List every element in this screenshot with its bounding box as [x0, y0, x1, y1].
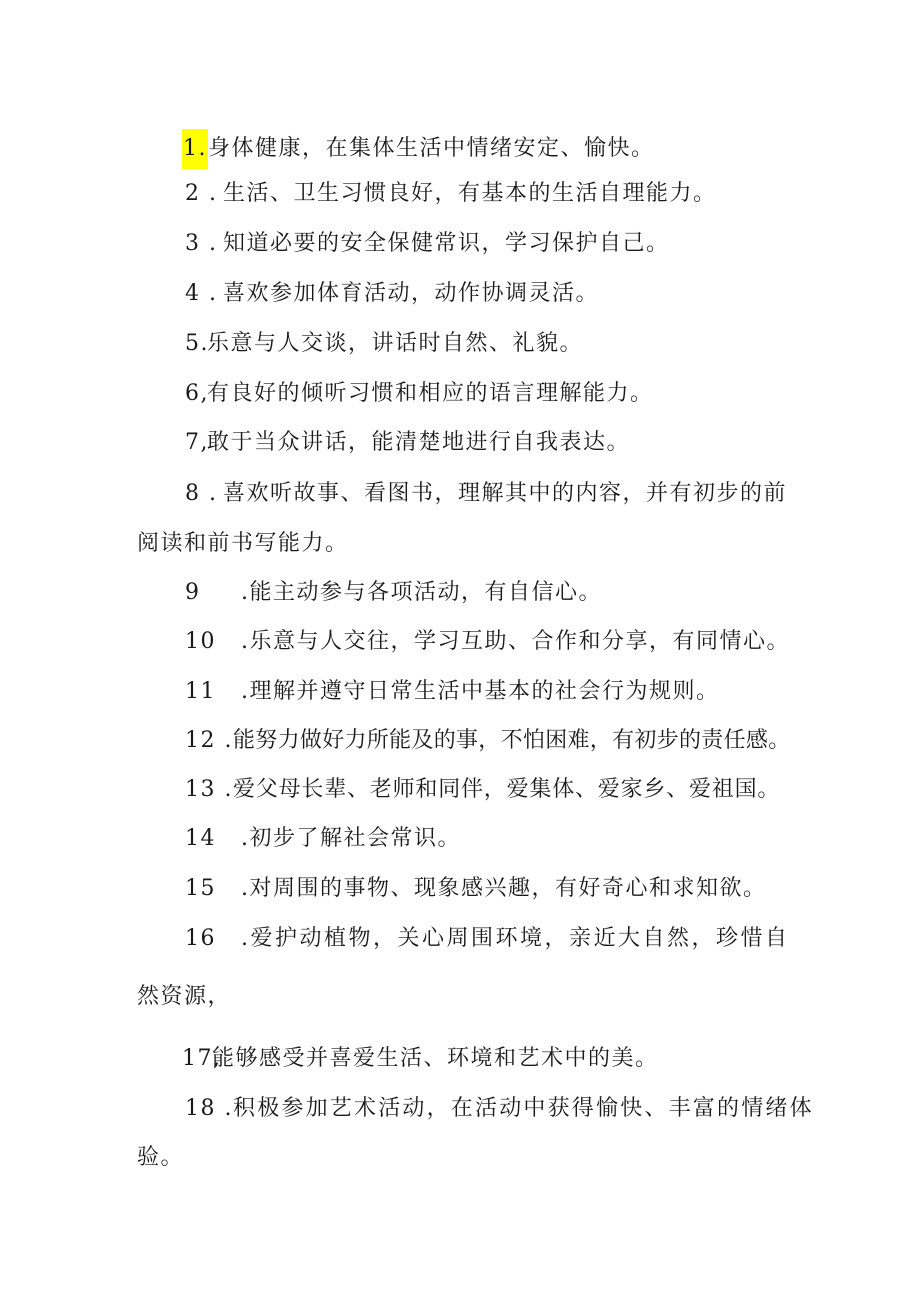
list-item-11	[185, 677, 720, 707]
item-text: 知道必要的安全保健常识，学习保护自己。	[223, 231, 670, 256]
list-item-5	[185, 329, 583, 359]
item-number: 11	[185, 679, 216, 704]
list-item-15	[185, 874, 767, 904]
list-item-14	[185, 824, 461, 854]
item-text: 有良好的倾听习惯和相应的语言理解能力。	[207, 381, 654, 406]
item-text-continuation: 然资源，	[137, 984, 232, 1009]
item-number: 7,	[185, 430, 209, 455]
item-text-continuation: 阅读和前书写能力。	[137, 531, 349, 556]
list-item-2	[185, 179, 717, 209]
item-number: 12 .	[185, 728, 233, 753]
item-text: .理解并遵守日常生活中基本的社会行为规则。	[241, 679, 720, 704]
item-text: 爱父母长辈、老师和同伴，爱集体、爱家乡、爱祖国。	[233, 777, 781, 802]
item-number: 3 .	[185, 231, 218, 256]
item-number: 16	[185, 926, 216, 951]
item-text: .爱护动植物，关心周围环境，亲近大自然，珍惜自	[241, 926, 790, 951]
list-item-8-continuation	[137, 529, 349, 559]
list-item-16-continuation	[137, 982, 231, 1012]
item-text: 能努力做好力所能及的事，不怕困难，有初步的责任感。	[233, 728, 791, 753]
item-text: 生活、卫生习惯良好，有基本的生活自理能力。	[223, 181, 717, 206]
item-text: .初步了解社会常识。	[241, 826, 461, 851]
item-text: 喜欢参加体育活动，动作协调灵活。	[223, 281, 600, 306]
item-number: 15	[185, 876, 216, 901]
list-item-18-continuation	[137, 1143, 184, 1173]
list-item-10	[185, 627, 790, 657]
item-number: 2 .	[185, 181, 218, 206]
item-text: 身体健康，在集体生活中情绪安定、愉快。	[208, 136, 655, 161]
item-text: 积极参加艺术活动，在活动中获得愉快、丰富的情绪体	[233, 1096, 814, 1121]
item-number: 14	[185, 826, 216, 851]
list-item-13	[185, 775, 780, 805]
list-item-6	[185, 379, 654, 409]
item-text: 能够感受并喜爱生活、环境和艺术中的美。	[212, 1046, 659, 1071]
list-item-4	[185, 279, 599, 309]
list-item-8	[185, 479, 787, 509]
item-number-highlighted: 1.	[182, 129, 208, 169]
list-item-3	[185, 229, 670, 259]
item-number: 18 .	[185, 1096, 233, 1121]
item-text: 喜欢听故事、看图书，理解其中的内容，并有初步的前	[223, 481, 788, 506]
item-text-continuation: 验。	[137, 1145, 185, 1170]
item-number: 4 .	[185, 281, 218, 306]
item-number: 13 .	[185, 777, 233, 802]
item-number: 8 .	[185, 481, 218, 506]
item-number: 10	[185, 629, 216, 654]
item-number: 9	[185, 580, 201, 605]
item-number: 5.	[185, 331, 209, 356]
list-item-7	[185, 428, 630, 458]
item-number: 6,	[185, 381, 209, 406]
list-item-16	[185, 924, 790, 954]
list-item-18	[185, 1094, 814, 1124]
list-item-17	[182, 1044, 659, 1074]
list-item-9	[185, 578, 602, 608]
item-text: .对周围的事物、现象感兴趣，有好奇心和求知欲。	[241, 876, 767, 901]
item-text: .乐意与人交往，学习互助、合作和分享，有同情心。	[241, 629, 790, 654]
list-item-12	[185, 726, 791, 756]
list-item-1	[182, 129, 655, 169]
item-text: .能主动参与各项活动，有自信心。	[241, 580, 602, 605]
item-text: 敢于当众讲话，能清楚地进行自我表达。	[207, 430, 631, 455]
item-number: 17,	[182, 1046, 222, 1071]
item-text: 乐意与人交谈，讲话时自然、礼貌。	[207, 331, 584, 356]
